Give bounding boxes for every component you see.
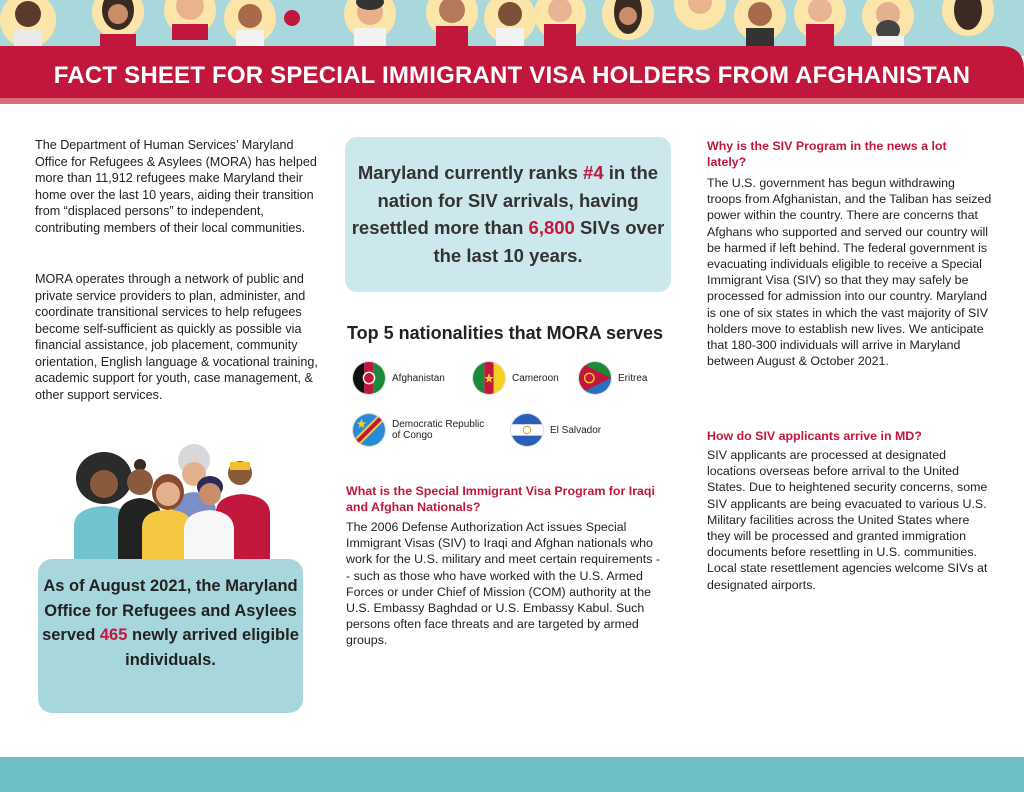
siv-program-heading: What is the Special Immigrant Visa Program for Iraqi and Afghan Nationals?	[346, 484, 655, 514]
nationality-item-cameroon	[472, 361, 559, 395]
ranking-text-3: SIVs over the last 10 years.	[433, 217, 665, 266]
face-icon	[164, 0, 216, 40]
footer-bar	[0, 757, 1024, 792]
ranking-text-1: Maryland currently ranks	[357, 162, 584, 183]
nationality-item-eritrea	[578, 361, 647, 395]
nationality-item-el-salvador	[510, 413, 601, 447]
nationality-label: Cameroon	[512, 372, 559, 384]
face-icon	[734, 0, 786, 52]
siv-program-body: The 2006 Defense Authorization Act issues Special Immigrant Visas (SIV) to Iraqi and Afghan nationals who work for the U.S. military and meet certain requirements -- such as those who have worked with the U.S. Armed Forces or under Chief of Mission (COM) authority at the U.S. Embassy Baghdad or U.S. Embassy Kabul. Such persons often face threats and are targeted by armed groups.	[346, 520, 661, 648]
ranking-text-2: in the nation for SIV arrivals, having resettled more than	[351, 162, 659, 238]
callout-text-after: newly arrived eligible individuals.	[125, 626, 299, 669]
face-icon	[942, 0, 994, 36]
nationality-label: Democratic Republic of Congo	[392, 419, 485, 441]
face-icon	[224, 0, 276, 50]
served-count: 465	[99, 626, 128, 644]
face-icon	[284, 10, 300, 26]
siv-arrival-heading: How do SIV applicants arrive in MD?	[707, 429, 922, 443]
nationality-label: Afghanistan	[392, 372, 445, 384]
siv-news-body: The U.S. government has begun withdrawing troops from Afghanistan, and the Taliban has seized power within the country. There are concerns that Afghans who supported and served our country will be harmed if left behind. The federal government is evacuating individuals eligible to receive a Special Immigrant Visa (SIV) so that they may safely be processed for admission into our country. Maryland is one of six states in which the vast majority of SIV holders move to establish new lives. We anticipate that 180-300 individuals will arrive in Maryland between August & October 2021.	[707, 176, 992, 369]
people-group-illustration	[70, 440, 280, 562]
operations-paragraph: MORA operates through a network of public and private service providers to plan, administer, and coordinate transitional services to help refugees become self-sufficient as quickly as possible via financial assistance, job placement, community orientation, English language & vocational training, academic support for youth, case management, & other support services.	[35, 272, 318, 402]
nationality-label: Eritrea	[618, 372, 648, 384]
siv-arrival-body: SIV applicants are processed at designated locations overseas before arrival to the United States. Due to heightened security concerns, some SIV applicants are being evacuated to various U.S. Military facilities across the United States where they will be processed and granted immigration documents before resettling in U.S. communities. Local state resettlement agencies welcome SIVs at designated airports.	[707, 448, 988, 592]
siv-count: 6,800	[528, 217, 575, 238]
drc-flag-icon	[352, 413, 386, 447]
cameroon-flag-icon	[472, 361, 506, 395]
afghanistan-flag-icon	[352, 361, 386, 395]
el-salvador-flag-icon	[510, 413, 544, 447]
intro-paragraph: The Department of Human Services’ Maryland Office for Refugees & Asylees (MORA) has helped more than 11,912 refugees make Maryland their home over the last 10 years, aiding their transition from “displaced persons” to independent, contributing members of their local communities.	[35, 138, 317, 235]
siv-news-heading: Why is the SIV Program in the news a lot lately?	[707, 139, 947, 169]
face-icon	[426, 0, 478, 52]
face-icon	[674, 0, 726, 30]
eritrea-flag-icon	[578, 361, 612, 395]
nationality-item-drc	[352, 413, 492, 447]
nationality-item-afghanistan	[352, 361, 445, 395]
nationality-label: El Salvador	[550, 424, 602, 436]
state-rank: #4	[583, 162, 604, 183]
mora-served-callout	[38, 559, 303, 713]
face-icon	[602, 0, 654, 40]
ranking-callout	[345, 137, 671, 292]
face-icon	[344, 0, 396, 52]
page-title: FACT SHEET FOR SPECIAL IMMIGRANT VISA HOLDERS FROM AFGHANISTAN	[53, 62, 971, 89]
nationalities-title: Top 5 nationalities that MORA serves	[347, 323, 664, 343]
callout-text-before: As of August 2021, the Maryland Office for Refugees and Asylees served	[42, 577, 298, 644]
